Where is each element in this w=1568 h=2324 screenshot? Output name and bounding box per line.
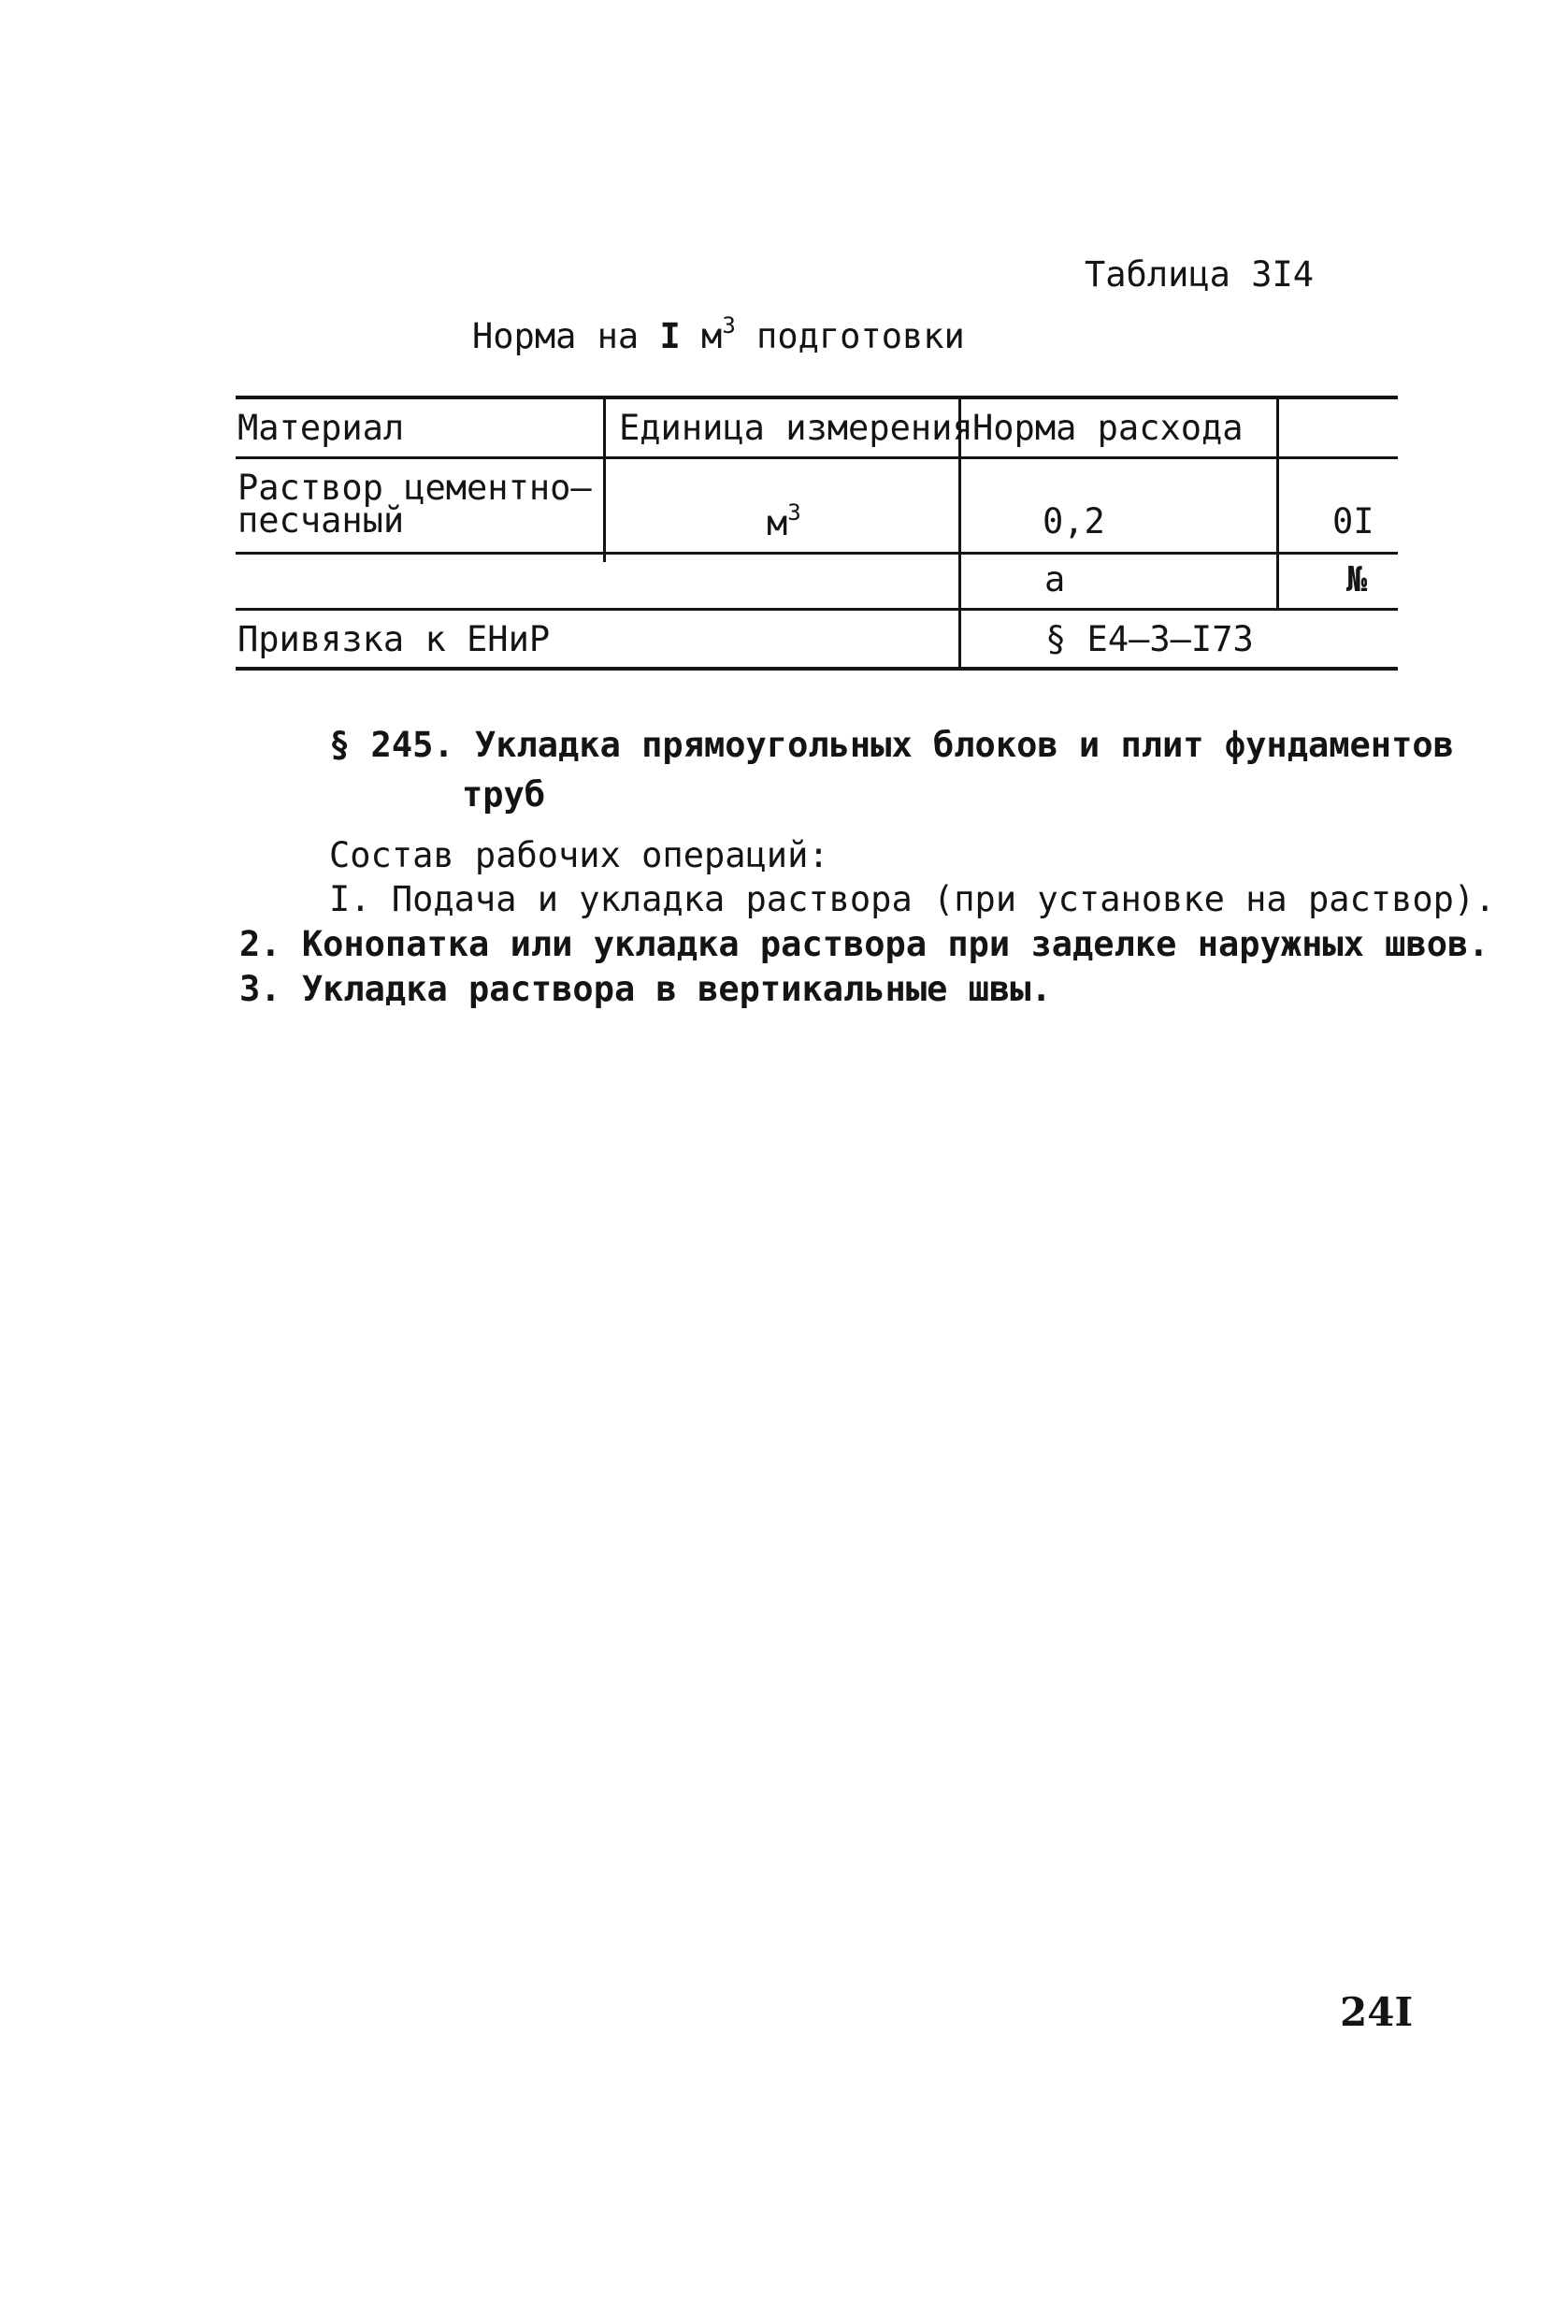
binding-value: § Е4–3–I73 [1045,619,1254,659]
table-rule-bottom [236,667,1398,671]
binding-label: Привязка к ЕНиР [237,619,551,659]
norm-heading-unit: м [680,316,723,356]
table-rule-top [236,396,1398,399]
operation-item: I. Подача и укладка раствора (при установке на раствор). [329,879,1496,919]
header-unit: Единица измерения [619,408,973,448]
table-label: Таблица 3I4 [1085,254,1315,295]
page-number: 24I [1340,1989,1414,2035]
row-norm: 0,2 [1043,501,1105,541]
section-title-continuation: труб [462,774,546,815]
norm-heading [472,312,965,356]
header-material: Материал [237,408,405,448]
row-unit [767,499,801,543]
header-norm: Норма расхода [972,408,1244,448]
table-divider-material [603,396,606,562]
table-divider-code [1276,396,1279,611]
row-code: 0I [1332,501,1374,541]
norm-heading-suffix: подготовки [735,316,965,356]
table-rule-header-bottom [236,456,1398,459]
label-code-column: № [1346,559,1368,599]
row-unit-base: м [767,503,788,543]
norm-heading-prefix: Норма на [472,316,660,356]
operations-heading: Состав рабочих операций: [329,835,829,875]
row-unit-exponent: 3 [787,499,801,526]
label-norm-column: а [1044,559,1066,599]
table-rule-labels-bottom [236,608,1398,611]
operation-item: 3. Укладка раствора в вертикальные швы. [239,969,1052,1009]
row-material-line1: Раствор цементно– [237,468,592,508]
table-rule-row-bottom [236,552,1398,555]
norm-heading-unit-exponent: 3 [722,312,736,339]
norm-heading-quantity: I [659,316,681,356]
row-material-line2: песчаный [237,500,405,541]
section-title: § 245. Укладка прямоугольных блоков и плит фундаментов [329,725,1454,765]
operation-item: 2. Конопатка или укладка раствора при заделке наружных швов. [239,924,1489,964]
